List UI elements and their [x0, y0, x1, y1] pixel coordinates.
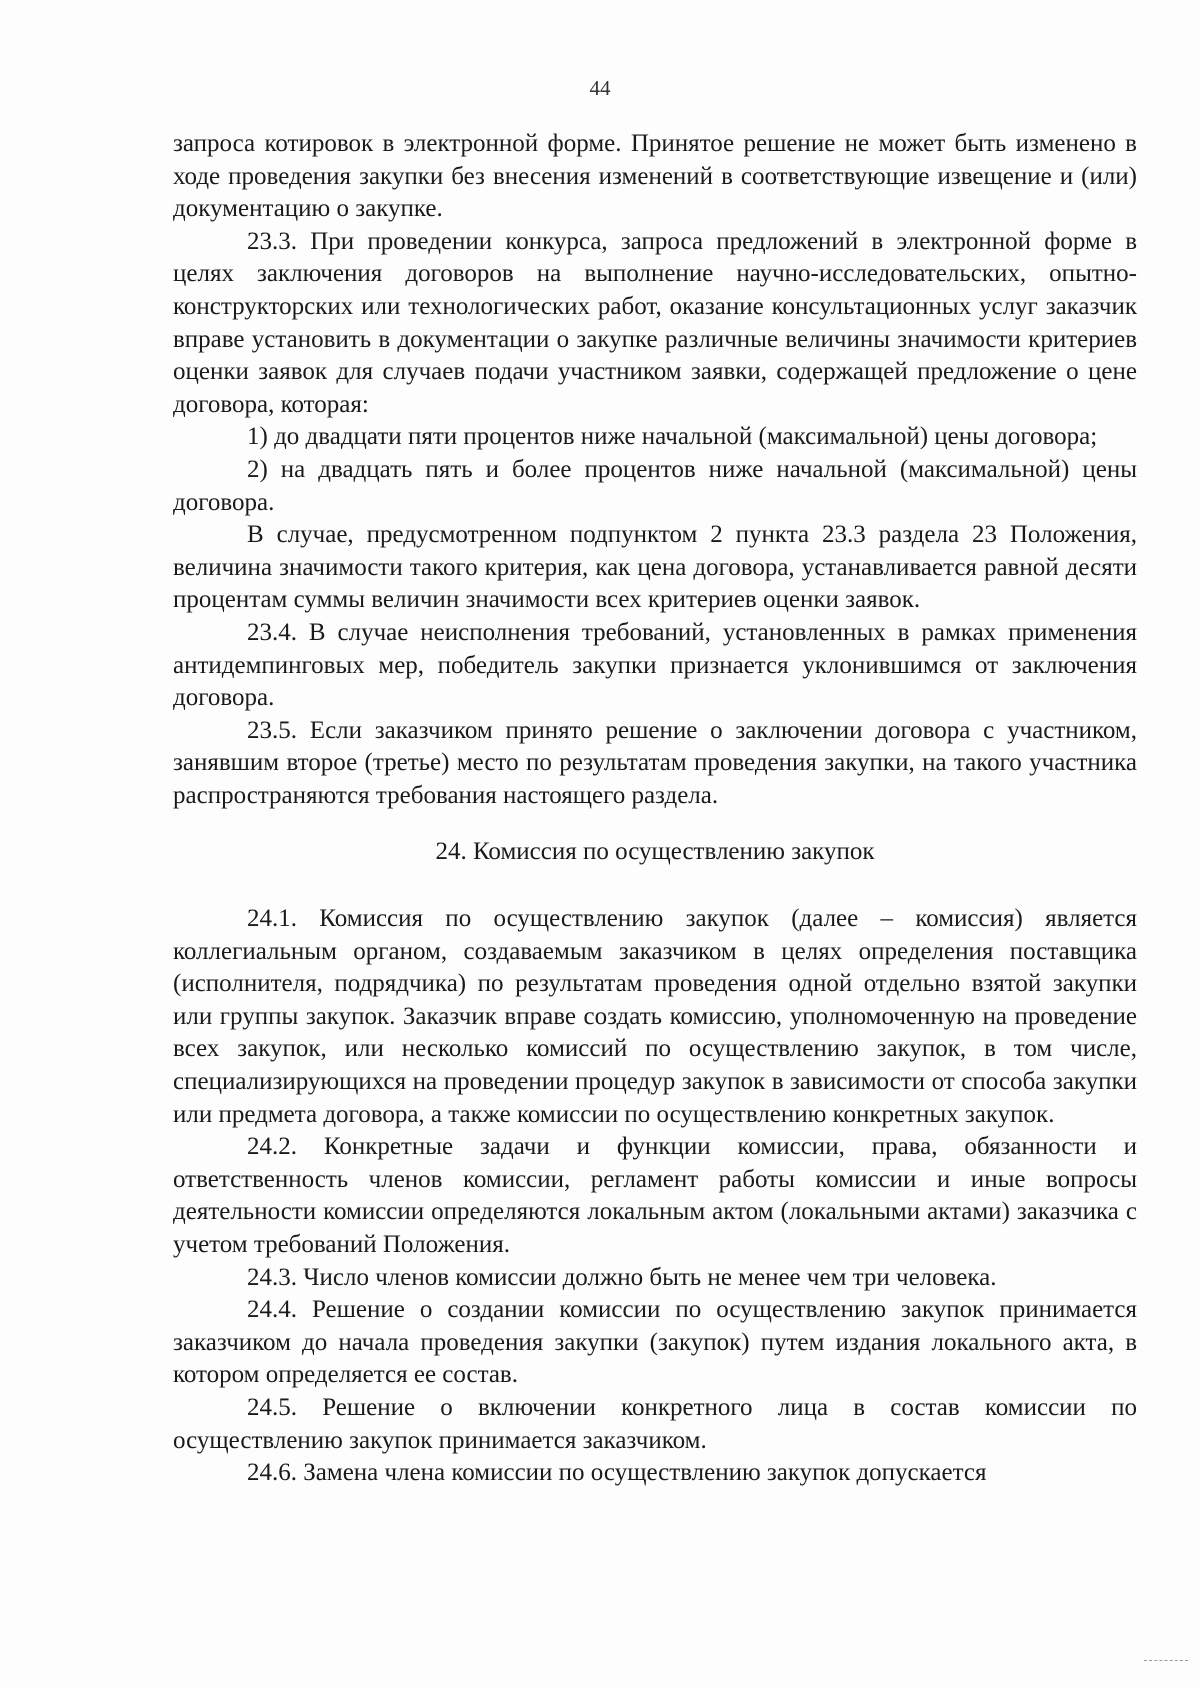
paragraph-23-3-item-1: 1) до двадцати пяти процентов ниже начальной (максимальной) цены договора; [247, 423, 1098, 451]
paragraph-24-3: 24.3. Число членов комиссии должно быть не менее чем три человека. [247, 1263, 997, 1291]
paragraph-continuation: запроса котировок в электронной форме. Принятое решение не может быть изменено в ходе проведения закупки без внесения изменений в соответствующие извещение и (или) документацию о закупке. [173, 130, 1137, 223]
page-number: 44 [589, 76, 611, 100]
section-heading-24: 24. Комиссия по осуществлению закупок [435, 838, 875, 866]
paragraph-23-3-note: В случае, предусмотренном подпунктом 2 пункта 23.3 раздела 23 Положения, величина значимости такого критерия, как цена договора, устанавливается равной десяти процентам суммы величин значимости всех критериев оценки заявок. [173, 521, 1137, 614]
paragraph-24-4: 24.4. Решение о создании комиссии по осуществлению закупок принимается заказчиком до начала проведения закупки (закупок) путем издания локального акта, в котором определяется ее состав. [173, 1296, 1137, 1389]
paragraph-23-4: 23.4. В случае неисполнения требований, установленных в рамках применения антидемпинговых мер, победитель закупки признается уклонившимся от заключения договора. [173, 618, 1137, 712]
paragraph-24-2: 24.2. Конкретные задачи и функции комиссии, права, обязанности и ответственность членов комиссии, регламент работы комиссии и иные вопросы деятельности комиссии определяются локальным актом (локальными актами) заказчика с учетом требований Положения. [173, 1133, 1137, 1258]
paragraph-23-5: 23.5. Если заказчиком принято решение о заключении договора с участником, занявшим второе (третье) место по результатам проведения закупки, на такого участника распространяются требования настоящего раздела. [173, 716, 1137, 809]
paragraph-24-6: 24.6. Замена члена комиссии по осуществлению закупок допускается [247, 1459, 987, 1487]
paragraph-23-3: 23.3. При проведении конкурса, запроса предложений в электронной форме в целях заключения договоров на выполнение научно-исследовательских, опытно-конструкторских или технологических работ, оказание консультационных услуг заказчик вправе установить в документации о закупке различные величины значимости критериев оценки заявок для случаев подачи участником заявки, содержащей предложение о цене договора, которая: [173, 227, 1137, 418]
paragraph-23-3-item-2: 2) на двадцать пять и более процентов ниже начальной (максимальной) цены договора. [173, 455, 1137, 516]
paragraph-24-1: 24.1. Комиссия по осуществлению закупок (далее – комиссия) является коллегиальным органом, создаваемым заказчиком в целях определения поставщика (исполнителя, подрядчика) по результатам проведения одной отдельно взятой закупки или группы закупок. Заказчик вправе создать комиссию, уполномоченную на проведение всех закупок, или несколько комиссий по осуществлению закупок, в том числе, специализирующихся на проведении процедур закупок в зависимости от способа закупки или предмета договора, а также комиссии по осуществлению конкретных закупок. [173, 905, 1137, 1128]
document-body [173, 128, 1137, 1490]
paragraph-24-5: 24.5. Решение о включении конкретного лица в состав комиссии по осуществлению закупок принимается заказчиком. [173, 1393, 1137, 1454]
scan-edge-mark [1144, 1660, 1188, 1662]
